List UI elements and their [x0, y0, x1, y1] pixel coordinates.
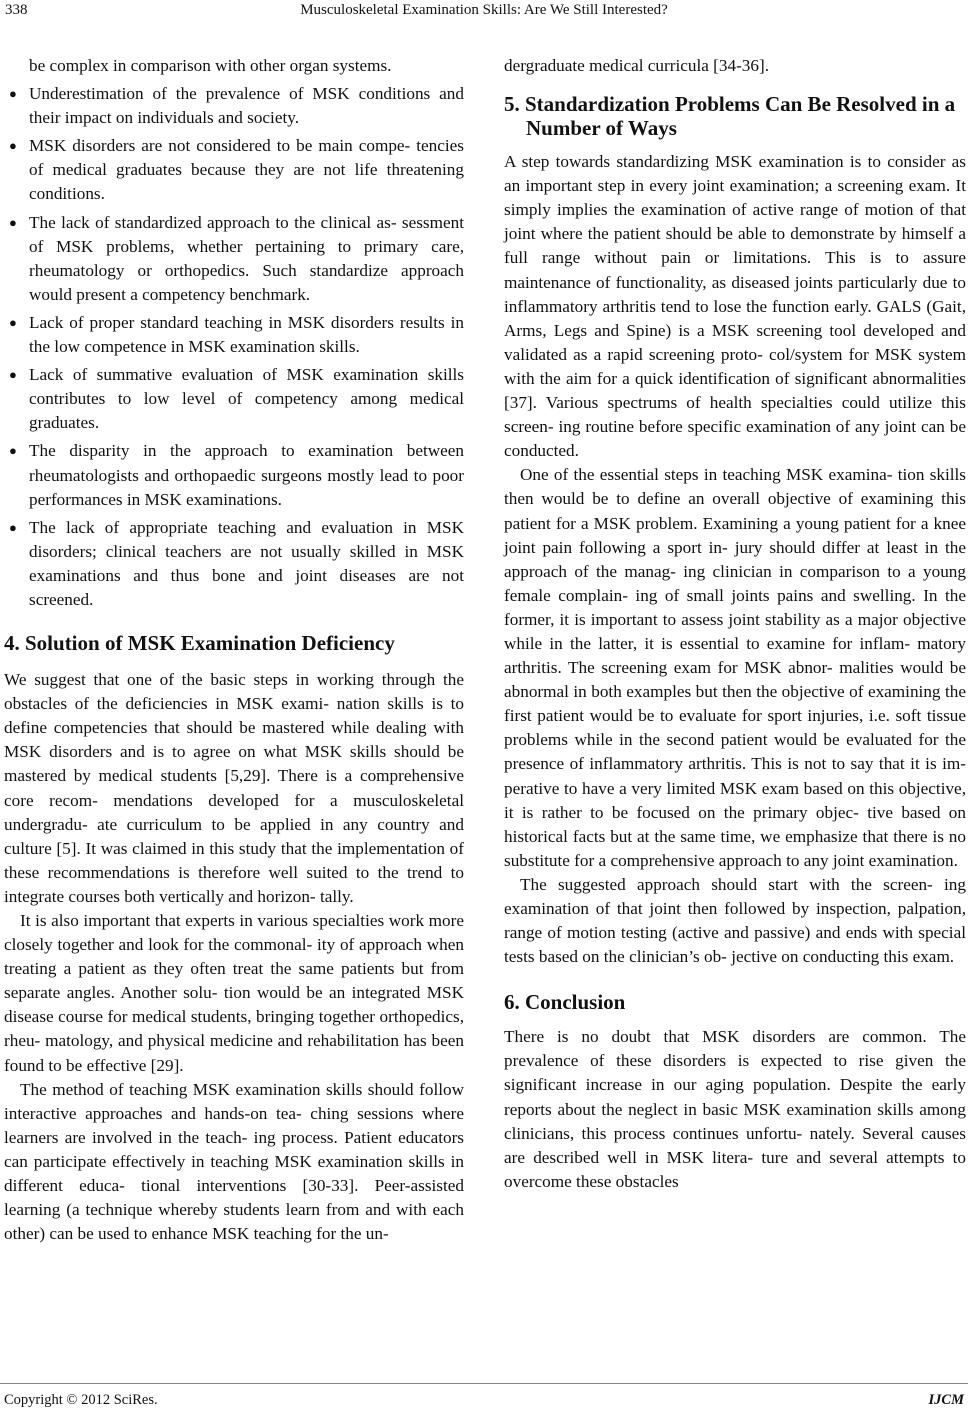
page-header	[3, 0, 965, 22]
list-item: ● The disparity in the approach to examination between rheumatologists and orthopaedic surgeons mostly lead to poor performances in MSK examinations.	[9, 441, 464, 509]
list-item: ● Underestimation of the prevalence of MSK conditions and their impact on individuals and society.	[9, 84, 464, 128]
bullet-icon: ●	[9, 367, 17, 383]
bullet-icon: ●	[9, 443, 17, 459]
bullet-icon: ●	[9, 214, 17, 230]
section-5-paragraph: One of the essential steps in teaching MSK examina- tion skills then would be to define an overall objective of examining this patient for a MSK problem. Examining a young patient for a knee joint pain following a sport in- jury should differ at least in the approach of the manag- ing clinician in comparison to a young female complain- ing of small joints pains and swelling. In the former, it is important to assess joint stability as a major objective while in the latter, it is essential to examine for inflam- matory arthritis. The screening exam for MSK abnor- malities would be abnormal in both examples but then the objective of examining the first patient would be to evaluate for sport injuries, i.e. soft tissue problems while in the second patient would be evaluated for the presence of inflammatory arthritis. This is not to say that it is im- perative to have a very limited MSK exam based on this objective, it is rather to be focused on the primary objec- tive based on historical facts but at the same time, we emphasize that there is no substitute for a comprehensive approach to any joint examination.	[504, 465, 966, 870]
list-item: ● Lack of summative evaluation of MSK examination skills contributes to low level of competency among medical graduates.	[9, 365, 464, 433]
bullet-icon: ●	[9, 86, 17, 102]
left-intro-text: be complex in comparison with other organ systems.	[29, 56, 392, 75]
copyright-text: Copyright © 2012 SciRes.	[4, 1392, 158, 1408]
list-item: ● MSK disorders are not considered to be main compe- tencies of medical graduates because they are not life threatening conditions.	[9, 136, 464, 204]
bullet-list	[4, 82, 464, 612]
section-6-heading: 6. Conclusion	[504, 990, 626, 1015]
section-5-heading: 5. Standardization Problems Can Be Resolved in a Number of Ways	[504, 92, 956, 141]
section-4-heading: 4. Solution of MSK Examination Deficiency	[4, 631, 395, 656]
bullet-icon: ●	[9, 138, 17, 154]
running-title: Musculoskeletal Examination Skills: Are We Still Interested?	[300, 2, 668, 18]
section-5-paragraph: The suggested approach should start with the screen- ing examination of that joint then followed by inspection, palpation, range of motion testing (active and passive) and ends with special tests based on the clinician’s ob- jective on conducting this exam.	[504, 874, 966, 967]
footer-divider	[0, 1383, 968, 1384]
journal-name: IJCM	[928, 1392, 964, 1408]
list-item: ● The lack of appropriate teaching and evaluation in MSK disorders; clinical teachers are not usually skilled in MSK examinations and thus bone and joint diseases are not screened.	[9, 517, 464, 609]
page-number: 338	[5, 2, 28, 18]
list-item: ● Lack of proper standard teaching in MSK disorders results in the low competence in MSK examination skills.	[9, 312, 464, 357]
right-column	[504, 54, 966, 1194]
left-column	[4, 54, 464, 1246]
section-6-paragraph: There is no doubt that MSK disorders are common. The prevalence of these disorders is expected to rise given the significant increase in our aging population. Despite the early reports about the neglect in basic MSK examination skills among clinicians, this process continues unfortu- nately. Several causes are described well in MSK litera- ture and several attempts to overcome these obstacles	[504, 1027, 966, 1191]
section-4-paragraph: It is also important that experts in various specialties work more closely together and look for the commonal- ity of approach when treating a patient as they often treat the same patients but from separate angles. Another solu- tion would be an integrated MSK disease course for medical students, bringing together orthopedics, rheu- matology, and physical medicine and rehabilitation has been found to be effective [29].	[4, 911, 464, 1075]
bullet-icon: ●	[9, 519, 17, 535]
section-5-paragraph: A step towards standardizing MSK examination is to consider as an important step in every joint examination; a screening exam. It simply implies the examination of active range of motion of that joint where the patient should be able to demonstrate by himself a full range without pain or limitations. This is to assure maintenance of functionality, as diseased joints particularly due to inflammatory arthritis tend to lose the function early. GALS (Gait, Arms, Legs and Spine) is a MSK screening tool developed and validated as a rapid screening proto- col/system for MSK system with the aim for a quick identification of significant abnormalities [37]. Various spectrums of health specialties could utilize this screen- ing routine before specific examination of any joint can be conducted.	[504, 152, 966, 461]
list-item: ● The lack of standardized approach to the clinical as- sessment of MSK problems, whether pertaining to primary care, rheumatology or orthopedics. Such standardize approach would present a competency benchmark.	[9, 212, 464, 304]
section-4-paragraph: We suggest that one of the basic steps in working through the obstacles of the deficiencies in MSK exami- nation skills is to define competencies that should be mastered while dealing with MSK disorders and is to agree on what MSK skills should be mastered by medical students [5,29]. There is a comprehensive core recom- mendations developed for a musculoskeletal undergradu- ate curriculum to be applied in any country and culture [5]. It was claimed in this study that the implementation of these recommendations is therefore well suited to the trend to integrate courses both vertically and horizon- tally.	[4, 670, 464, 906]
bullet-icon: ●	[9, 314, 17, 330]
right-intro-text: dergraduate medical curricula [34-36].	[504, 56, 770, 75]
section-4-paragraph: The method of teaching MSK examination skills should follow interactive approaches and hands-on tea- ching sessions where learners are involved in the teach- ing process. Patient educators can participate effectively in teaching MSK examination skills in different educa- tional interventions [30-33]. Peer-assisted learning (a technique whereby students learn from and with each other) can be used to enhance MSK teaching for the un-	[4, 1079, 464, 1244]
